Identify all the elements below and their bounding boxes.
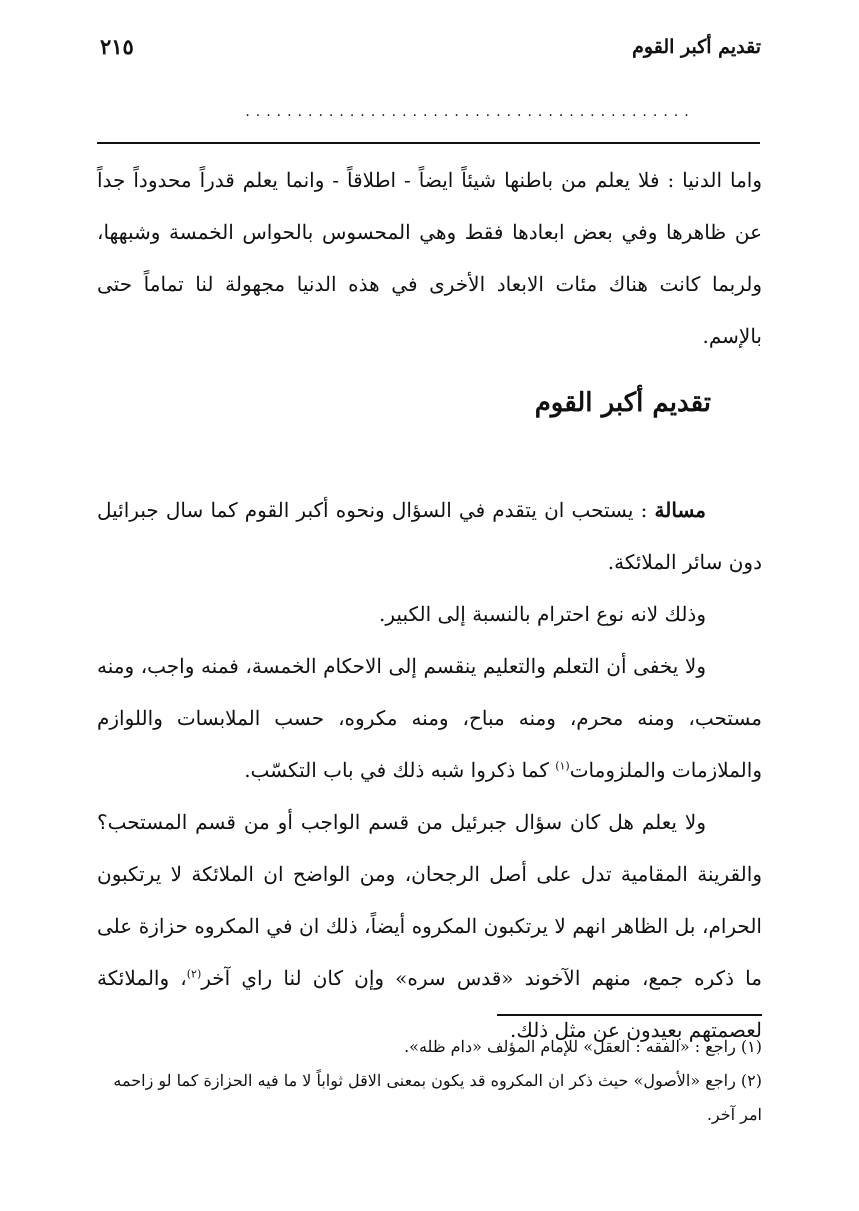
header-rule (97, 142, 760, 144)
divisions-text: ولا يخفى أن التعلم والتعليم ينقسم إلى الاحكام الخمسة، فمنه واجب، ومنه مستحب، ومنه محرم، ومنه مباح، ومنه مكروه، حسب الملابسات واللوازم والملازمات والملزومات (97, 654, 762, 782)
footnote-rule (497, 1014, 762, 1016)
ellipsis-separator: ........................................... (245, 104, 695, 120)
masala-label: مسالة (654, 498, 706, 522)
paragraph-reason: وذلك لانه نوع احترام بالنسبة إلى الكبير. (379, 602, 706, 626)
divisions-text-end: كما ذكروا شبه ذلك في باب التكسّب. (244, 758, 556, 782)
footnote-ref-2: (٢) (186, 967, 202, 981)
running-title: تقديم أكبر القوم (632, 36, 761, 58)
section-heading: تقديم أكبر القوم (534, 388, 711, 418)
paragraph-dunya: واما الدنيا : فلا يعلم من باطنها شيئاً ايضاً - اطلاقاً - وانما يعلم قدراً محدوداً جداً عن ظاهرها وفي بعض ابعادها فقط وهي المحسوس بالحواس الخمسة وشبهها، ولربما كانت هناك مئات الابعاد الأخرى في هذه الدنيا مجهولة لنا تماماً حتى بالإسم. (97, 168, 762, 348)
paragraph-question (97, 796, 762, 1056)
footnote-1: (١) راجع : «الفقه : العقل» للإمام المؤلف «دام ظله». (404, 1037, 762, 1056)
continued-paragraph (97, 154, 762, 362)
question-text: ولا يعلم هل كان سؤال جبرئيل من قسم الواجب أو من قسم المستحب؟ والقرينة المقامية تدل على أصل الرجحان، ومن الواضح ان الملائكة لا يرتكبون الحرام، بل الظاهر انهم لا يرتكبون المكروه أيضاً، ذلك ان في المكروه حزازة على ما ذكره جمع، منهم الآخوند «قدس سره» وإن كان لنا راي آخر (97, 810, 762, 990)
page-number: ٢١٥ (100, 34, 134, 59)
footnote-ref-1: (١) (555, 759, 570, 773)
footnotes (97, 1030, 762, 1132)
footnote-2: (٢) راجع «الأصول» حيث ذكر ان المكروه قد يكون بمعنى الاقل ثواباً لا ما فيه الحزازة كما لو زاحمه امر آخر. (113, 1071, 762, 1124)
masala-text: : يستحب ان يتقدم في السؤال ونحوه أكبر القوم كما سال جبرائيل دون سائر الملائكة. (97, 498, 762, 574)
paragraph-divisions (97, 640, 762, 796)
question-text-end: ، والملائكة لعصمتهم بعيدون عن مثل ذلك. (97, 966, 762, 1042)
section-body (97, 484, 762, 1056)
paragraph-masala (97, 484, 762, 588)
